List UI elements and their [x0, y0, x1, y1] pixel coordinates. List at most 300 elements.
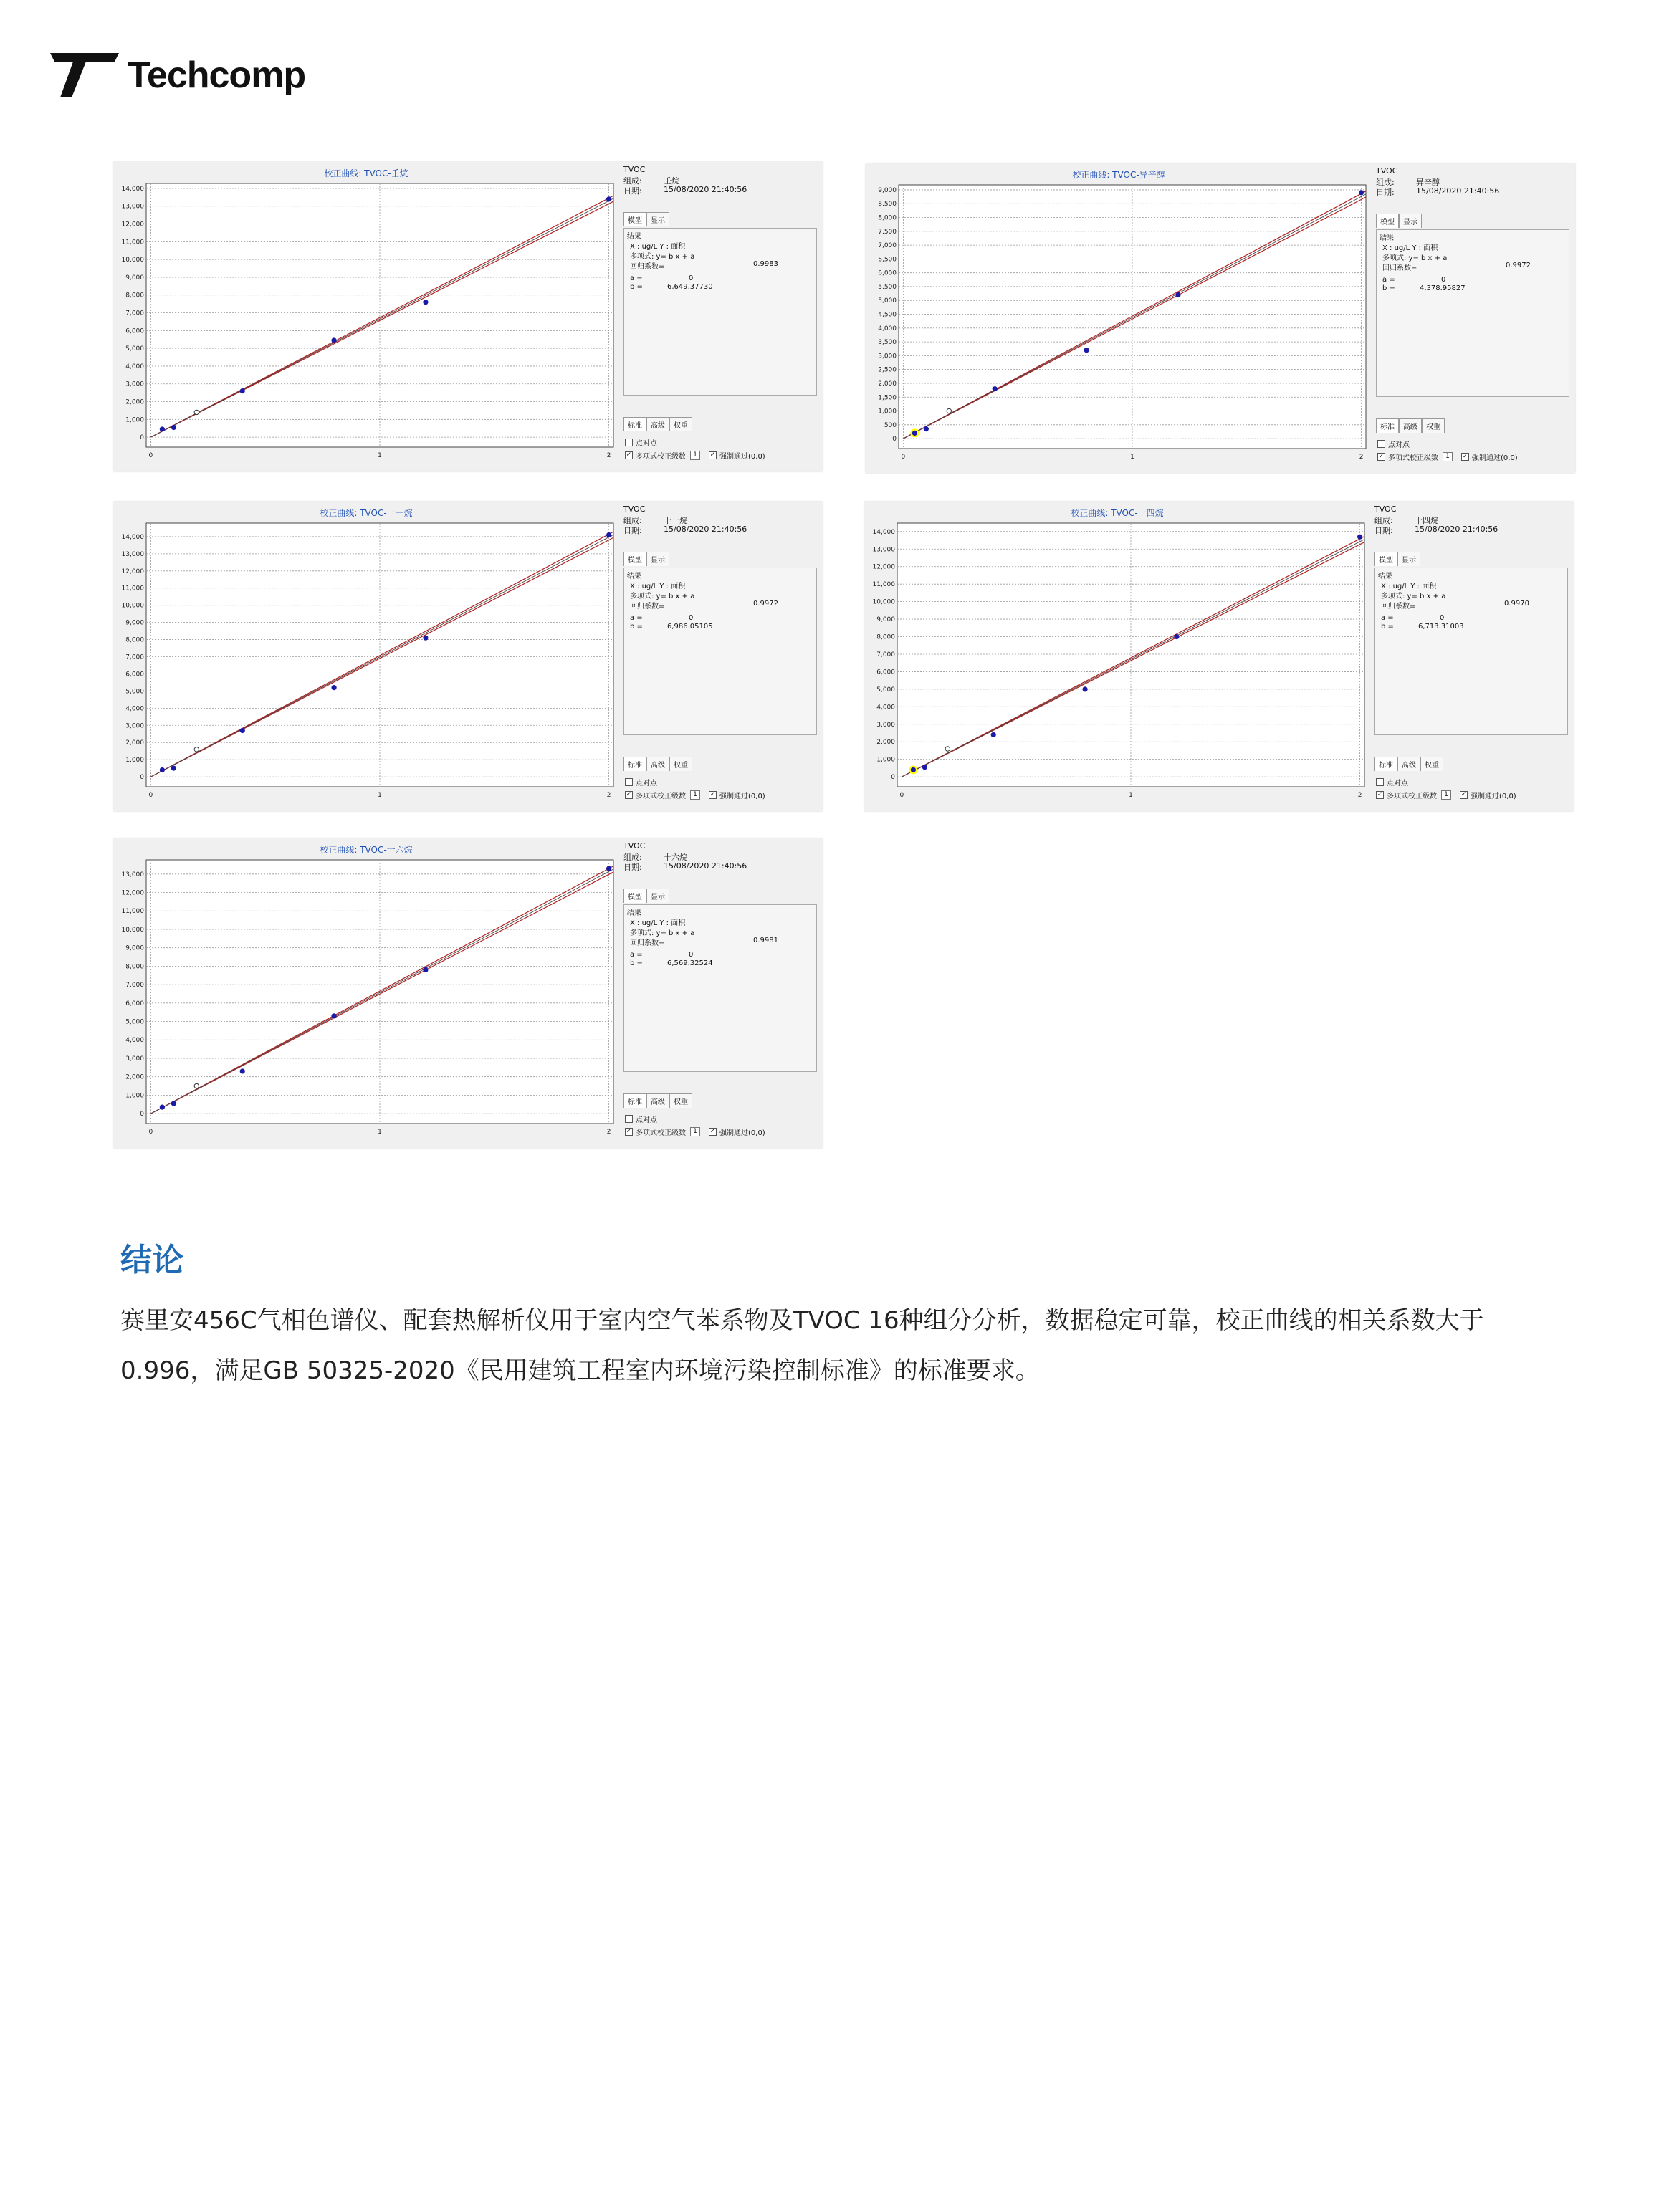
y-tick-label: 6,000	[125, 327, 144, 335]
point-to-point-option[interactable]	[625, 1114, 657, 1124]
point-to-point-option[interactable]	[1377, 439, 1410, 449]
calibration-panel	[113, 162, 823, 471]
data-point	[171, 425, 176, 430]
y-tick-label: 14,000	[872, 528, 895, 536]
brand-name: Techcomp	[128, 54, 306, 96]
y-tick-label: 8,000	[125, 636, 144, 644]
polynomial-order-label: 多项式校正级数	[636, 793, 686, 800]
y-tick-label: 1,000	[125, 416, 144, 424]
data-point	[1082, 686, 1087, 691]
y-tick-label: 11,000	[121, 239, 144, 246]
tab-weight[interactable]: 权重	[669, 757, 692, 771]
model-tabs	[623, 889, 669, 903]
y-tick-label: 2,000	[878, 380, 897, 388]
polynomial-order-option[interactable]	[625, 1126, 765, 1137]
force-origin-label: 强制通过(0,0)	[1472, 454, 1518, 462]
polynomial-order-checkbox[interactable]: ✓	[1378, 453, 1385, 460]
polynomial-formula: 多项式: y= b x + a	[1382, 254, 1448, 262]
model-tabs	[623, 552, 669, 566]
y-tick-label: 2,000	[125, 398, 144, 406]
y-tick-label: 10,000	[872, 598, 895, 606]
point-to-point-option[interactable]	[625, 437, 657, 448]
date-value: 15/08/2020 21:40:56	[1416, 186, 1500, 196]
b-value: 6,569.32524	[667, 959, 713, 967]
data-point	[911, 767, 916, 772]
y-tick-label: 10,000	[121, 926, 144, 934]
y-tick-label: 5,000	[878, 297, 897, 305]
polynomial-order-stepper[interactable]: 1	[1441, 790, 1451, 800]
data-point	[606, 866, 611, 871]
y-tick-label: 4,500	[878, 311, 897, 319]
y-tick-label: 12,000	[121, 221, 144, 229]
y-tick-label: 4,000	[125, 363, 144, 370]
conclusion-heading: 结论	[120, 1242, 183, 1278]
y-tick-label: 9,000	[878, 186, 897, 194]
y-tick-label: 7,000	[878, 242, 897, 250]
point-to-point-label: 点对点	[1388, 441, 1410, 449]
correlation-value: 0.9972	[753, 600, 778, 608]
data-point-excluded	[947, 408, 951, 413]
y-tick-label: 8,000	[125, 963, 144, 971]
y-tick-label: 5,000	[125, 345, 144, 353]
b-label: b =	[630, 283, 643, 291]
date-label: 日期:	[623, 526, 642, 535]
results-box	[1376, 229, 1569, 397]
compound-name: 异辛醇	[1416, 178, 1440, 187]
tab-weight[interactable]: 权重	[1422, 418, 1445, 433]
data-point	[331, 1013, 336, 1018]
tab-model[interactable]: 模型	[1376, 214, 1399, 228]
polynomial-order-checkbox[interactable]: ✓	[1377, 791, 1383, 798]
y-tick-label: 2,500	[878, 366, 897, 374]
y-tick-label: 3,000	[125, 1055, 144, 1063]
data-point	[924, 426, 929, 431]
y-tick-label: 1,000	[125, 1092, 144, 1100]
data-point	[160, 426, 165, 431]
tab-display[interactable]: 显示	[646, 889, 669, 903]
data-point	[991, 732, 996, 737]
chart-title: 校正曲线: TVOC-壬烷	[324, 168, 408, 178]
axis-units: X : ug/L Y : 面积	[1381, 583, 1437, 590]
tab-model[interactable]: 模型	[623, 889, 646, 903]
correlation-value: 0.9983	[753, 260, 778, 268]
y-tick-label: 9,000	[125, 274, 144, 282]
correlation-value: 0.9981	[753, 937, 778, 944]
correlation-label: 回归系数=	[1382, 264, 1417, 272]
data-point	[160, 767, 165, 772]
calibration-chart	[864, 502, 1370, 811]
y-tick-label: 0	[892, 436, 897, 444]
results-title: 结果	[627, 909, 641, 917]
point-to-point-label: 点对点	[1387, 780, 1408, 787]
data-point	[1359, 190, 1364, 195]
calibration-panel	[866, 163, 1575, 473]
data-point	[171, 766, 176, 771]
tab-model[interactable]: 模型	[623, 212, 646, 226]
y-tick-label: 7,000	[125, 310, 144, 317]
tab-standard[interactable]: 标准	[1374, 757, 1397, 771]
x-tick-label: 0	[148, 1129, 153, 1136]
point-to-point-checkbox[interactable]	[1376, 778, 1384, 786]
y-tick-label: 12,000	[121, 568, 144, 575]
polynomial-order-option[interactable]	[625, 450, 765, 461]
y-tick-label: 3,000	[125, 380, 144, 388]
data-point	[160, 1105, 165, 1110]
y-tick-label: 4,000	[125, 705, 144, 713]
data-point	[240, 728, 245, 733]
date-value: 15/08/2020 21:40:56	[664, 185, 747, 194]
point-to-point-option[interactable]	[1376, 777, 1408, 787]
results-box	[1374, 568, 1568, 735]
calibration-chart	[113, 502, 619, 811]
b-value: 6,713.31003	[1418, 623, 1464, 631]
y-tick-label: 9,000	[876, 616, 895, 624]
setting-tabs	[1376, 418, 1445, 433]
calibration-chart	[113, 162, 619, 471]
data-point-excluded	[194, 1083, 199, 1088]
force-origin-label: 强制通过(0,0)	[1471, 793, 1516, 800]
force-origin-checkbox[interactable]: ✓	[1462, 453, 1468, 460]
y-tick-label: 8,000	[878, 214, 897, 222]
info-panel	[619, 502, 823, 811]
results-box	[623, 904, 817, 1072]
y-tick-label: 5,000	[876, 686, 895, 694]
compound-name: 壬烷	[664, 176, 679, 186]
data-point	[171, 1101, 176, 1106]
b-label: b =	[630, 623, 643, 631]
setting-tabs	[623, 1093, 692, 1108]
date-value: 15/08/2020 21:40:56	[664, 861, 747, 871]
y-tick-label: 6,000	[125, 1000, 144, 1007]
y-tick-label: 11,000	[121, 908, 144, 916]
y-tick-label: 1,000	[125, 757, 144, 765]
y-tick-label: 2,000	[876, 739, 895, 747]
y-tick-label: 8,000	[876, 633, 895, 641]
polynomial-formula: 多项式: y= b x + a	[1381, 593, 1446, 600]
model-tabs	[1376, 214, 1422, 228]
info-panel	[619, 162, 823, 471]
info-panel	[619, 838, 823, 1148]
polynomial-order-label: 多项式校正级数	[636, 1129, 686, 1137]
polynomial-order-checkbox[interactable]: ✓	[626, 451, 632, 459]
correlation-label: 回归系数=	[1381, 603, 1416, 611]
y-tick-label: 3,000	[876, 721, 895, 729]
axis-units: X : ug/L Y : 面积	[630, 243, 686, 251]
data-point	[993, 386, 998, 391]
compound-name: 十一烷	[664, 516, 687, 525]
setting-tabs	[623, 417, 692, 431]
model-tabs	[623, 212, 669, 226]
polynomial-order-option[interactable]	[625, 790, 765, 800]
tab-advanced[interactable]: 高级	[646, 1093, 669, 1108]
y-tick-label: 12,000	[872, 563, 895, 571]
y-tick-label: 14,000	[121, 533, 144, 541]
b-value: 6,986.05105	[667, 623, 713, 631]
techcomp-logo	[50, 50, 305, 100]
correlation-label: 回归系数=	[630, 603, 665, 611]
force-origin-checkbox[interactable]: ✓	[1460, 791, 1467, 798]
tab-standard[interactable]: 标准	[623, 757, 646, 771]
conclusion-body: 赛里安456C气相色谱仪、配套热解析仪用于室内空气苯系物及TVOC 16种组分分析，数据稳定可靠，校正曲线的相关系数大于0.996，满足GB 50325-2020《民用建筑工程室内环境污染控制标准》的标准要求。	[120, 1306, 1484, 1385]
x-tick-label: 0	[899, 792, 904, 799]
x-tick-label: 1	[1130, 454, 1134, 461]
point-to-point-checkbox[interactable]	[1377, 440, 1385, 448]
tab-display[interactable]: 显示	[1397, 552, 1420, 566]
polynomial-order-stepper[interactable]: 1	[690, 451, 700, 460]
composition-label: 组成:	[1374, 516, 1393, 525]
group-label: TVOC	[623, 504, 646, 514]
a-label: a =	[630, 614, 643, 622]
calibration-panel	[113, 838, 823, 1148]
force-origin-label: 强制通过(0,0)	[719, 453, 765, 461]
data-point	[1357, 535, 1362, 540]
b-label: b =	[1381, 623, 1394, 631]
tab-advanced[interactable]: 高级	[1399, 418, 1422, 433]
info-panel	[1370, 502, 1574, 811]
y-tick-label: 7,000	[125, 653, 144, 661]
y-tick-label: 9,000	[125, 619, 144, 627]
point-to-point-label: 点对点	[636, 1116, 657, 1124]
y-tick-label: 5,000	[125, 688, 144, 696]
results-title: 结果	[1378, 573, 1392, 580]
y-tick-label: 13,000	[121, 550, 144, 558]
y-tick-label: 6,000	[876, 669, 895, 676]
y-tick-label: 6,500	[878, 256, 897, 264]
y-tick-label: 11,000	[121, 585, 144, 593]
data-point-excluded	[194, 410, 199, 414]
results-title: 结果	[627, 573, 641, 580]
setting-tabs	[623, 757, 692, 771]
tab-standard[interactable]: 标准	[1376, 418, 1399, 433]
date-label: 日期:	[623, 186, 642, 196]
tab-standard[interactable]: 标准	[623, 417, 646, 431]
date-value: 15/08/2020 21:40:56	[1415, 525, 1498, 534]
y-tick-label: 8,500	[878, 201, 897, 209]
y-tick-label: 0	[140, 774, 144, 782]
data-point-excluded	[945, 747, 950, 751]
data-point	[423, 636, 428, 641]
a-label: a =	[1382, 276, 1395, 284]
y-tick-label: 4,000	[878, 325, 897, 332]
polynomial-formula: 多项式: y= b x + a	[630, 929, 695, 937]
composition-label: 组成:	[623, 853, 642, 862]
techcomp-logo-icon	[50, 53, 119, 97]
y-tick-label: 3,000	[125, 722, 144, 730]
point-to-point-label: 点对点	[636, 440, 657, 448]
data-point	[240, 1068, 245, 1073]
axis-units: X : ug/L Y : 面积	[630, 919, 686, 927]
date-label: 日期:	[1374, 526, 1393, 535]
x-tick-label: 2	[1359, 454, 1364, 461]
results-title: 结果	[627, 233, 641, 241]
a-value: 0	[689, 614, 694, 622]
data-point	[606, 196, 611, 201]
x-tick-label: 0	[148, 452, 153, 459]
group-label: TVOC	[623, 165, 646, 174]
x-tick-label: 0	[148, 792, 153, 799]
data-point-excluded	[194, 747, 199, 752]
tab-display[interactable]: 显示	[1399, 214, 1422, 228]
polynomial-order-label: 多项式校正级数	[636, 453, 686, 461]
polynomial-order-checkbox[interactable]: ✓	[626, 791, 632, 798]
force-origin-label: 强制通过(0,0)	[719, 793, 765, 800]
compound-name: 十六烷	[664, 853, 687, 862]
force-origin-checkbox[interactable]: ✓	[709, 451, 716, 459]
data-point	[606, 532, 611, 537]
data-point	[1084, 348, 1089, 353]
compound-name: 十四烷	[1415, 516, 1438, 525]
y-tick-label: 13,000	[872, 546, 895, 554]
y-tick-label: 8,000	[125, 292, 144, 300]
polynomial-formula: 多项式: y= b x + a	[630, 593, 695, 600]
date-value: 15/08/2020 21:40:56	[664, 525, 747, 534]
setting-tabs	[1374, 757, 1443, 771]
calibration-panel	[113, 502, 823, 811]
results-title: 结果	[1380, 234, 1394, 242]
a-value: 0	[689, 951, 694, 959]
point-to-point-checkbox[interactable]	[625, 1115, 633, 1123]
correlation-label: 回归系数=	[630, 263, 665, 271]
tab-standard[interactable]: 标准	[623, 1093, 646, 1108]
data-point	[922, 765, 927, 770]
x-tick-label: 1	[378, 452, 382, 459]
a-value: 0	[1441, 276, 1446, 284]
y-tick-label: 13,000	[121, 203, 144, 211]
y-tick-label: 500	[884, 421, 897, 429]
axis-units: X : ug/L Y : 面积	[630, 583, 686, 590]
polynomial-order-stepper[interactable]: 1	[1443, 452, 1453, 461]
tab-advanced[interactable]: 高级	[646, 417, 669, 431]
group-label: TVOC	[1376, 166, 1398, 176]
x-tick-label: 1	[1129, 792, 1133, 799]
data-point	[423, 300, 428, 305]
force-origin-checkbox[interactable]: ✓	[709, 791, 716, 798]
force-origin-label: 强制通过(0,0)	[719, 1129, 765, 1137]
point-to-point-checkbox[interactable]	[625, 778, 633, 786]
model-tabs	[1374, 552, 1420, 566]
correlation-value: 0.9972	[1506, 262, 1531, 269]
composition-label: 组成:	[623, 516, 642, 525]
y-tick-label: 7,000	[876, 651, 895, 659]
y-tick-label: 11,000	[872, 581, 895, 589]
x-tick-label: 2	[1357, 792, 1362, 799]
y-tick-label: 10,000	[121, 257, 144, 264]
y-tick-label: 2,000	[125, 1073, 144, 1081]
tab-weight[interactable]: 权重	[1420, 757, 1443, 771]
date-label: 日期:	[1376, 188, 1395, 197]
calibration-chart	[113, 838, 619, 1148]
composition-label: 组成:	[1376, 178, 1395, 187]
x-tick-label: 0	[901, 454, 906, 461]
tab-model[interactable]: 模型	[1374, 552, 1397, 566]
x-tick-label: 1	[378, 1129, 382, 1136]
tab-display[interactable]: 显示	[646, 552, 669, 566]
b-label: b =	[630, 959, 643, 967]
tab-display[interactable]: 显示	[646, 212, 669, 226]
polynomial-order-option[interactable]	[1377, 451, 1518, 462]
point-to-point-label: 点对点	[636, 780, 657, 787]
x-tick-label: 2	[606, 452, 611, 459]
y-tick-label: 1,000	[878, 408, 897, 416]
polynomial-formula: 多项式: y= b x + a	[630, 253, 695, 261]
polynomial-order-stepper[interactable]: 1	[690, 790, 700, 800]
x-tick-label: 2	[606, 792, 611, 799]
data-point	[423, 967, 428, 972]
polynomial-order-label: 多项式校正级数	[1387, 793, 1437, 800]
a-value: 0	[1440, 614, 1445, 622]
y-tick-label: 4,000	[876, 704, 895, 712]
y-tick-label: 3,500	[878, 339, 897, 347]
a-label: a =	[630, 274, 643, 282]
y-tick-label: 13,000	[121, 871, 144, 878]
group-label: TVOC	[623, 841, 646, 851]
y-tick-label: 0	[891, 774, 895, 782]
a-value: 0	[689, 274, 694, 282]
composition-label: 组成:	[623, 176, 642, 186]
a-label: a =	[1381, 614, 1394, 622]
y-tick-label: 14,000	[121, 185, 144, 193]
data-point	[240, 388, 245, 393]
chart-title: 校正曲线: TVOC-十一烷	[320, 508, 413, 518]
y-tick-label: 7,000	[125, 982, 144, 990]
correlation-label: 回归系数=	[630, 939, 665, 947]
x-tick-label: 2	[606, 1129, 611, 1136]
y-tick-label: 1,500	[878, 394, 897, 402]
polynomial-order-label: 多项式校正级数	[1388, 454, 1438, 462]
y-tick-label: 6,000	[125, 671, 144, 679]
correlation-value: 0.9970	[1504, 600, 1529, 608]
group-label: TVOC	[1374, 504, 1397, 514]
y-tick-label: 7,500	[878, 228, 897, 236]
y-tick-label: 5,500	[878, 283, 897, 291]
chart-title: 校正曲线: TVOC-十四烷	[1071, 508, 1164, 518]
a-label: a =	[630, 951, 643, 959]
data-point	[912, 431, 917, 436]
force-origin-checkbox[interactable]: ✓	[709, 1128, 716, 1135]
data-point	[1175, 292, 1180, 297]
results-box	[623, 228, 817, 396]
chart-title: 校正曲线: TVOC-十六烷	[320, 845, 413, 855]
data-point	[331, 337, 336, 343]
x-tick-label: 1	[378, 792, 382, 799]
point-to-point-checkbox[interactable]	[625, 439, 633, 446]
tab-weight[interactable]: 权重	[669, 417, 692, 431]
axis-units: X : ug/L Y : 面积	[1382, 244, 1438, 252]
y-tick-label: 3,000	[878, 353, 897, 360]
b-label: b =	[1382, 284, 1395, 292]
polynomial-order-stepper[interactable]: 1	[690, 1127, 700, 1136]
calibration-chart	[866, 163, 1372, 473]
tab-advanced[interactable]: 高级	[1397, 757, 1420, 771]
b-value: 4,378.95827	[1420, 284, 1466, 292]
point-to-point-option[interactable]	[625, 777, 657, 787]
y-tick-label: 0	[140, 1111, 144, 1119]
y-tick-label: 6,000	[878, 269, 897, 277]
tab-weight[interactable]: 权重	[669, 1093, 692, 1108]
y-tick-label: 12,000	[121, 889, 144, 897]
results-box	[623, 568, 817, 735]
polynomial-order-checkbox[interactable]: ✓	[626, 1128, 632, 1135]
date-label: 日期:	[623, 863, 642, 872]
y-tick-label: 0	[140, 434, 144, 442]
info-panel	[1372, 163, 1575, 473]
y-tick-label: 2,000	[125, 739, 144, 747]
chart-title: 校正曲线: TVOC-异辛醇	[1072, 170, 1165, 180]
data-point	[331, 685, 336, 690]
polynomial-order-option[interactable]	[1376, 790, 1516, 800]
tab-model[interactable]: 模型	[623, 552, 646, 566]
tab-advanced[interactable]: 高级	[646, 757, 669, 771]
